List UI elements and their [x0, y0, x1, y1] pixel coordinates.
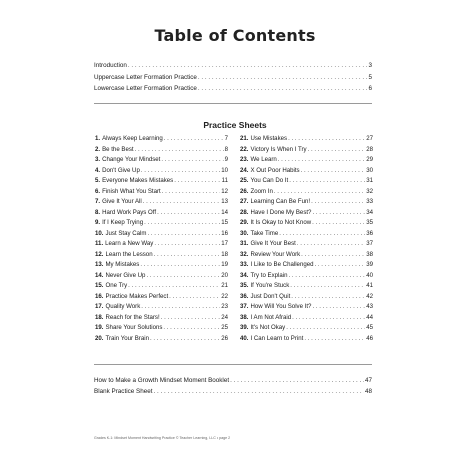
practice-sheet-number: 39. [240, 324, 249, 331]
toc-entry-introduction[interactable] [94, 60, 372, 72]
practice-sheet-number: 8. [95, 208, 101, 216]
toc-entry-label: How to Make a Growth Mindset Moment Booklet [94, 377, 230, 384]
practice-sheet-page: 44 [366, 313, 373, 321]
practice-sheet-page: 35 [366, 219, 373, 226]
practice-sheet-page: 17 [221, 240, 228, 247]
practice-sheet-page: 27 [366, 135, 373, 142]
practice-sheet-title: Everyone Makes Mistakes [102, 177, 174, 184]
practice-sheet-page: 34 [366, 208, 373, 216]
practice-sheet-page: 24 [221, 313, 228, 321]
practice-sheet-entry[interactable] [95, 155, 228, 166]
practice-sheet-number: 15. [95, 282, 104, 289]
dot-leader [289, 271, 366, 282]
practice-sheet-page: 45 [366, 324, 373, 331]
dot-leader [140, 260, 220, 271]
dot-leader [128, 281, 220, 292]
practice-sheet-entry[interactable] [240, 323, 373, 334]
practice-sheet-number: 27. [240, 198, 249, 205]
practice-sheets-list [95, 134, 373, 344]
practice-sheet-number: 3. [95, 156, 101, 163]
dot-leader [312, 218, 365, 229]
divider-top [94, 103, 372, 104]
practice-sheet-number: 21. [240, 135, 249, 142]
practice-sheet-number: 33. [240, 261, 249, 268]
practice-sheet-entry[interactable] [95, 313, 228, 324]
dot-leader [164, 134, 224, 145]
practice-sheet-title: Change Your Mindset [102, 156, 161, 163]
dot-leader [292, 313, 365, 324]
practice-sheet-page: 30 [366, 166, 373, 174]
practice-sheet-number: 26. [240, 187, 249, 195]
dot-leader [304, 334, 365, 345]
practice-sheet-page: 10 [221, 166, 228, 174]
practice-sheet-title: Give It Your Best [250, 240, 296, 247]
practice-sheet-page: 13 [221, 198, 228, 205]
toc-entry-label: Uppercase Letter Formation Practice [94, 73, 197, 81]
practice-sheet-title: You Can Do It [250, 177, 289, 184]
closing-toc [94, 375, 372, 397]
practice-sheet-number: 11. [95, 240, 104, 247]
practice-sheet-title: Have I Done My Best? [250, 208, 312, 216]
practice-sheet-page: 12 [221, 187, 228, 195]
practice-sheet-page: 23 [221, 303, 228, 310]
practice-sheet-entry[interactable] [95, 229, 228, 240]
practice-sheet-entry[interactable] [240, 302, 373, 313]
practice-sheet-entry[interactable] [95, 187, 228, 198]
dot-leader [163, 323, 220, 334]
dot-leader [297, 239, 365, 250]
practice-sheet-number: 14. [95, 271, 104, 279]
practice-sheet-title: Just Stay Calm [105, 229, 147, 237]
practice-sheet-title: Never Give Up [105, 271, 146, 279]
practice-sheet-title: X Out Poor Habits [250, 166, 300, 174]
practice-sheet-title: I Can Learn to Print [250, 334, 304, 342]
dot-leader [230, 375, 364, 386]
practice-sheet-entry[interactable] [95, 281, 228, 292]
practice-sheet-title: Learning Can Be Fun! [250, 198, 311, 205]
practice-sheet-title: Always Keep Learning [102, 135, 163, 142]
dot-leader [198, 83, 368, 95]
practice-sheet-number: 5. [95, 177, 101, 184]
practice-sheet-page: 36 [366, 229, 373, 237]
practice-sheet-entry[interactable] [240, 229, 373, 240]
dot-leader [291, 292, 365, 303]
practice-sheet-number: 28. [240, 208, 249, 216]
dot-leader [154, 250, 221, 261]
practice-sheet-title: Learn a New Way [105, 240, 154, 247]
dot-leader [162, 187, 221, 198]
practice-sheet-number: 1. [95, 135, 101, 142]
practice-sheet-entry[interactable] [240, 176, 373, 187]
dot-leader [286, 323, 365, 334]
practice-sheet-title: One Try [105, 282, 128, 289]
practice-sheet-page: 37 [366, 240, 373, 247]
dot-leader [301, 166, 366, 177]
toc-entry-label: Lowercase Letter Formation Practice [94, 85, 197, 92]
practice-sheet-title: Be the Best [102, 145, 134, 153]
practice-sheet-title: Reach for the Stars! [105, 313, 160, 321]
practice-sheet-entry[interactable] [240, 145, 373, 156]
practice-sheet-page: 40 [366, 271, 373, 279]
dot-leader [143, 197, 220, 208]
practice-sheet-title: Share Your Solutions [105, 324, 163, 331]
practice-sheet-number: 6. [95, 187, 101, 195]
practice-sheet-page: 33 [366, 198, 373, 205]
practice-sheet-title: Don't Give Up [102, 166, 140, 174]
dot-leader [290, 281, 365, 292]
practice-sheet-entry[interactable] [240, 166, 373, 177]
practice-sheet-number: 16. [95, 292, 104, 300]
practice-sheet-entry[interactable] [95, 208, 228, 219]
dot-leader [147, 229, 220, 240]
practice-sheet-number: 2. [95, 145, 101, 153]
practice-column-left [95, 134, 228, 344]
practice-sheet-entry[interactable] [95, 334, 228, 345]
dot-leader [144, 218, 220, 229]
practice-sheet-entry[interactable] [240, 313, 373, 324]
toc-entry-booklet[interactable] [94, 375, 372, 386]
practice-sheet-number: 10. [95, 229, 104, 237]
practice-sheet-page: 8 [224, 145, 228, 153]
practice-sheet-entry[interactable] [240, 271, 373, 282]
practice-sheet-title: Quality Work [105, 303, 141, 310]
dot-leader [146, 271, 220, 282]
toc-entry-page: 3 [368, 62, 372, 69]
practice-sheet-entry[interactable] [240, 292, 373, 303]
toc-entry-page: 5 [368, 73, 372, 81]
dot-leader [278, 155, 365, 166]
practice-sheet-title: We Learn [250, 156, 277, 163]
toc-entry-blank-sheet[interactable] [94, 386, 372, 397]
toc-entry-uppercase[interactable] [94, 72, 372, 84]
practice-sheet-title: Just Don't Quit [250, 292, 291, 300]
practice-sheet-number: 12. [95, 250, 104, 258]
practice-sheet-entry[interactable] [240, 208, 373, 219]
practice-sheet-entry[interactable] [240, 250, 373, 261]
practice-sheet-entry[interactable] [240, 134, 373, 145]
practice-sheet-title: If I Keep Trying [102, 219, 144, 226]
practice-sheet-title: Review Your Work [250, 250, 301, 258]
practice-sheet-number: 35. [240, 282, 249, 289]
practice-sheet-number: 30. [240, 229, 249, 237]
dot-leader [311, 197, 365, 208]
dot-leader [308, 145, 366, 156]
page-title: Table of Contents [154, 26, 316, 45]
practice-sheet-number: 34. [240, 271, 249, 279]
practice-sheet-page: 46 [366, 334, 373, 342]
practice-sheet-entry[interactable] [95, 292, 228, 303]
practice-sheet-page: 19 [221, 261, 228, 268]
practice-sheet-page: 16 [221, 229, 228, 237]
practice-column-right [240, 134, 373, 344]
practice-sheet-entry[interactable] [95, 197, 228, 208]
dot-leader [315, 260, 366, 271]
practice-sheet-page: 29 [366, 156, 373, 163]
toc-entry-page: 6 [368, 85, 372, 92]
practice-sheet-entry[interactable] [95, 218, 228, 229]
practice-sheet-title: My Mistakes [105, 261, 140, 268]
practice-sheet-title: Learn the Lesson [105, 250, 153, 258]
toc-entry-label: Introduction [94, 62, 127, 69]
practice-sheet-page: 42 [366, 292, 373, 300]
practice-sheet-number: 32. [240, 250, 249, 258]
practice-sheet-entry[interactable] [95, 250, 228, 261]
practice-sheet-number: 40. [240, 334, 249, 342]
toc-entry-label: Blank Practice Sheet [94, 388, 153, 395]
practice-sheet-title: Try to Explain [250, 271, 288, 279]
toc-entry-page: 48 [364, 388, 372, 395]
dot-leader [279, 229, 365, 240]
dot-leader [154, 239, 220, 250]
practice-sheet-entry[interactable] [240, 218, 373, 229]
practice-sheet-page: 22 [221, 292, 228, 300]
dot-leader [274, 187, 365, 198]
dot-leader [174, 176, 220, 187]
practice-sheet-number: 18. [95, 313, 104, 321]
practice-sheet-page: 21 [221, 282, 228, 289]
dot-leader [150, 334, 220, 345]
practice-sheet-page: 38 [366, 250, 373, 258]
dot-leader [135, 145, 224, 156]
dot-leader [312, 302, 365, 313]
practice-sheet-entry[interactable] [240, 239, 373, 250]
practice-sheet-title: If You're Stuck [250, 282, 290, 289]
practice-sheet-title: Give It Your All [102, 198, 142, 205]
practice-sheet-entry[interactable] [240, 334, 373, 345]
practice-sheet-number: 24. [240, 166, 249, 174]
dot-leader [161, 155, 223, 166]
practice-sheet-number: 37. [240, 303, 249, 310]
dot-leader [161, 313, 221, 324]
practice-sheet-page: 43 [366, 303, 373, 310]
divider-bottom [94, 364, 372, 365]
practice-sheet-page: 41 [366, 282, 373, 289]
practice-sheet-page: 28 [366, 145, 373, 153]
page-footer: Grades K-1: Mindset Moment Handwriting Practice © Teacher Learning, LLC • page 2 [94, 436, 231, 440]
practice-sheet-page: 14 [221, 208, 228, 216]
practice-sheet-entry[interactable] [240, 155, 373, 166]
dot-leader [198, 72, 368, 84]
toc-entry-page: 47 [364, 377, 372, 384]
practice-sheet-title: Zoom In [250, 187, 273, 195]
practice-sheet-number: 22. [240, 145, 249, 153]
practice-sheet-number: 4. [95, 166, 101, 174]
dot-leader [153, 386, 364, 397]
practice-sheet-entry[interactable] [95, 239, 228, 250]
practice-sheet-title: Finish What You Start [102, 187, 161, 195]
practice-sheet-number: 7. [95, 198, 101, 205]
section-heading-practice-sheets: Practice Sheets [203, 120, 267, 130]
practice-sheet-entry[interactable] [95, 323, 228, 334]
practice-sheet-number: 31. [240, 240, 249, 247]
practice-sheet-title: Practice Makes Perfect [105, 292, 169, 300]
dot-leader [128, 60, 368, 72]
practice-sheet-number: 19. [95, 324, 104, 331]
practice-sheet-entry[interactable] [95, 176, 228, 187]
practice-sheet-number: 13. [95, 261, 104, 268]
practice-sheet-number: 25. [240, 177, 249, 184]
practice-sheet-page: 39 [366, 261, 373, 268]
practice-sheet-page: 7 [224, 135, 228, 142]
dot-leader [301, 250, 365, 261]
dot-leader [288, 134, 365, 145]
practice-sheet-title: How Will You Solve It? [250, 303, 312, 310]
practice-sheet-number: 36. [240, 292, 249, 300]
practice-sheet-page: 20 [221, 271, 228, 279]
practice-sheet-page: 25 [221, 324, 228, 331]
toc-entry-lowercase[interactable] [94, 83, 372, 95]
practice-sheet-page: 32 [366, 187, 373, 195]
practice-sheet-page: 15 [221, 219, 228, 226]
dot-leader [157, 208, 220, 219]
practice-sheet-entry[interactable] [240, 260, 373, 271]
practice-sheet-number: 29. [240, 219, 249, 226]
practice-sheet-title: Hard Work Pays Off [102, 208, 157, 216]
practice-sheet-number: 23. [240, 156, 249, 163]
practice-sheet-entry[interactable] [95, 134, 228, 145]
practice-sheet-entry[interactable] [95, 260, 228, 271]
practice-sheet-number: 9. [95, 219, 101, 226]
practice-sheet-page: 31 [366, 177, 373, 184]
practice-sheet-title: I Like to Be Challenged [250, 261, 314, 268]
practice-sheet-entry[interactable] [240, 197, 373, 208]
practice-sheet-entry[interactable] [95, 271, 228, 282]
dot-leader [312, 208, 365, 219]
practice-sheet-page: 18 [221, 250, 228, 258]
practice-sheet-title: Use Mistakes [250, 135, 288, 142]
practice-sheet-page: 26 [221, 334, 228, 342]
dot-leader [141, 302, 220, 313]
practice-sheet-title: I Am Not Afraid [250, 313, 292, 321]
practice-sheet-entry[interactable] [240, 281, 373, 292]
practice-sheet-number: 38. [240, 313, 249, 321]
practice-sheet-title: Train Your Brain [105, 334, 149, 342]
practice-sheet-entry[interactable] [95, 302, 228, 313]
practice-sheet-number: 17. [95, 303, 104, 310]
practice-sheet-entry[interactable] [95, 145, 228, 156]
practice-sheet-title: Take Time [250, 229, 279, 237]
dot-leader [169, 292, 220, 303]
practice-sheet-entry[interactable] [240, 187, 373, 198]
practice-sheet-page: 9 [224, 156, 228, 163]
practice-sheet-page: 11 [221, 177, 228, 184]
practice-sheet-title: It Is Okay to Not Know [250, 219, 312, 226]
dot-leader [141, 166, 220, 177]
dot-leader [289, 176, 365, 187]
practice-sheet-entry[interactable] [95, 166, 228, 177]
practice-sheet-number: 20. [95, 334, 104, 342]
practice-sheet-title: Victory Is When I Try [250, 145, 307, 153]
practice-sheet-title: It's Not Okay [250, 324, 286, 331]
intro-toc [94, 60, 372, 95]
